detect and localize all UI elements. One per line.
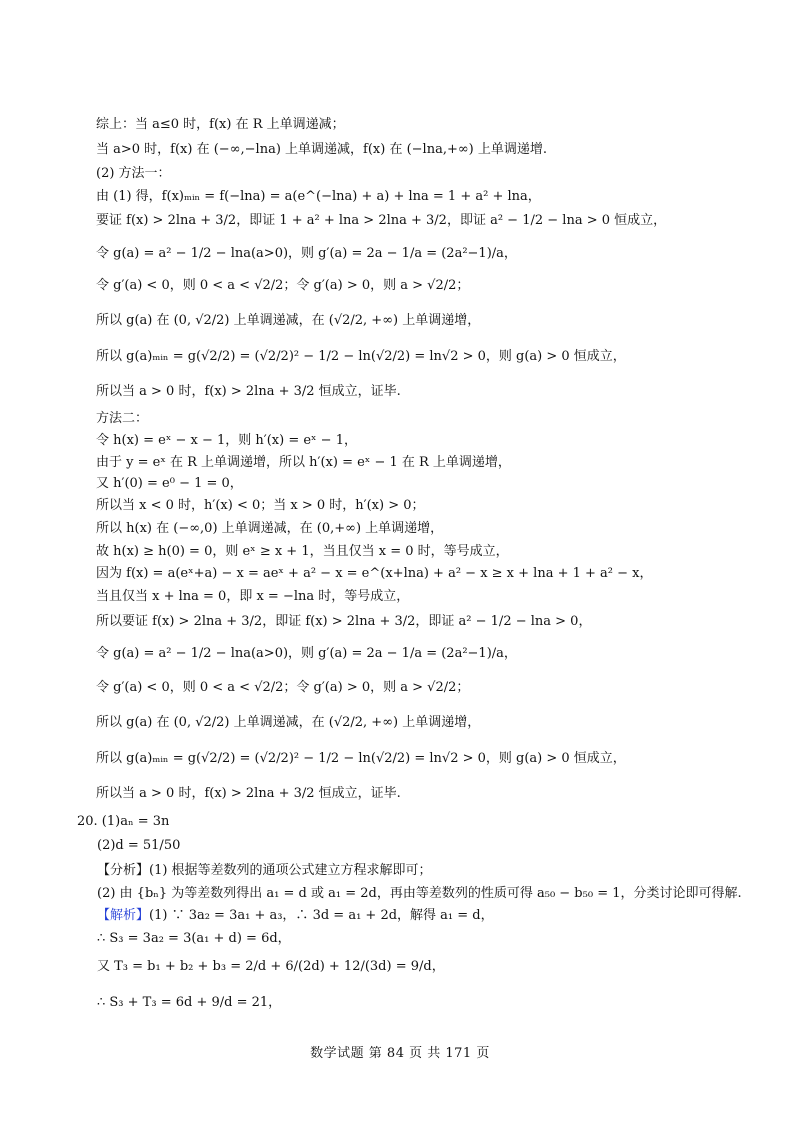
text-line: 因为 f(x) = a(eˣ+a) − x = aeˣ + a² − x = e^(x+lna) + a² − x ≥ x + lna + 1 + a² − x， <box>96 566 653 581</box>
question-20-answer-2: (2)d = 51/50 <box>97 838 181 853</box>
text-line: 所以 g(a)ₘᵢₙ = g(√2/2) = (√2/2)² − 1/2 − ln(√2/2) = ln√2 > 0，则 g(a) > 0 恒成立， <box>96 349 626 364</box>
text-line: 所以当 x < 0 时，h′(x) < 0；当 x > 0 时，h′(x) > 0； <box>96 498 425 513</box>
text-line: 令 g(a) = a² − 1/2 − lna(a>0)，则 g′(a) = 2a − 1/a = (2a²−1)/a， <box>96 646 517 661</box>
text-line: 方法二： <box>96 411 149 426</box>
text-line: 当 a>0 时，f(x) 在 (−∞,−lna) 上单调递减，f(x) 在 (−lna,+∞) 上单调递增. <box>96 142 548 157</box>
text-line: 由于 y = eˣ 在 R 上单调递增，所以 h′(x) = eˣ − 1 在 R 上单调递增， <box>96 455 511 470</box>
text-line: 综上：当 a≤0 时，f(x) 在 R 上单调递减； <box>96 117 345 132</box>
text-line: 令 h(x) = eˣ − x − 1，则 h′(x) = eˣ − 1， <box>96 433 357 448</box>
analysis-line: 【分析】(1) 根据等差数列的通项公式建立方程求解即可； <box>97 863 432 878</box>
text-line: 由 (1) 得，f(x)ₘᵢₙ = f(−lna) = a(e^(−lna) + a) + lna = 1 + a² + lna， <box>96 189 541 204</box>
text-line: 所以 g(a) 在 (0, √2/2) 上单调递减，在 (√2/2, +∞) 上单调递增， <box>96 313 481 328</box>
analysis-line: (2) 由 {bₙ} 为等差数列得出 a₁ = d 或 a₁ = 2d，再由等差数列的性质可得 a₅₀ − b₅₀ = 1，分类讨论即可得解. <box>97 886 742 901</box>
text-line: 所以当 a > 0 时，f(x) > 2lna + 3/2 恒成立，证毕. <box>96 786 401 801</box>
text-line: 要证 f(x) > 2lna + 3/2，即证 1 + a² + lna > 2lna + 3/2，即证 a² − 1/2 − lna > 0 恒成立， <box>96 213 667 228</box>
solution-tag: 【解析】 <box>97 908 150 923</box>
solution-line <box>97 909 494 922</box>
solution-line: 又 T₃ = b₁ + b₂ + b₃ = 2/d + 6/(2d) + 12/(3d) = 9/d， <box>97 959 445 974</box>
text-line: 令 g′(a) < 0，则 0 < a < √2/2；令 g′(a) > 0，则 a > √2/2； <box>96 278 470 293</box>
question-20-answer-1: 20. (1)aₙ = 3n <box>77 814 170 829</box>
text-line: (2) 方法一： <box>96 166 171 181</box>
text-line: 令 g(a) = a² − 1/2 − lna(a>0)，则 g′(a) = 2a − 1/a = (2a²−1)/a， <box>96 246 517 261</box>
text-line: 又 h′(0) = e⁰ − 1 = 0， <box>96 476 243 491</box>
text-line: 当且仅当 x + lna = 0，即 x = −lna 时，等号成立， <box>96 589 410 604</box>
text-line: 所以 h(x) 在 (−∞,0) 上单调递减，在 (0,+∞) 上单调递增， <box>96 521 444 536</box>
page-footer: 数学试题 第 84 页 共 171 页 <box>310 1046 490 1061</box>
text-line: 所以要证 f(x) > 2lna + 3/2，即证 f(x) > 2lna + 3/2，即证 a² − 1/2 − lna > 0， <box>96 614 592 629</box>
text-line: 所以当 a > 0 时，f(x) > 2lna + 3/2 恒成立，证毕. <box>96 384 401 399</box>
text-line: 故 h(x) ≥ h(0) = 0，则 eˣ ≥ x + 1，当且仅当 x = 0 时，等号成立， <box>96 544 509 559</box>
solution-line: ∴ S₃ = 3a₂ = 3(a₁ + d) = 6d， <box>97 931 291 946</box>
text-line: 令 g′(a) < 0，则 0 < a < √2/2；令 g′(a) > 0，则 a > √2/2； <box>96 680 470 695</box>
solution-text: (1) ∵ 3a₂ = 3a₁ + a₃，∴ 3d = a₁ + 2d，解得 a₁ = d， <box>149 908 494 923</box>
text-line: 所以 g(a)ₘᵢₙ = g(√2/2) = (√2/2)² − 1/2 − ln(√2/2) = ln√2 > 0，则 g(a) > 0 恒成立， <box>96 751 626 766</box>
text-line: 所以 g(a) 在 (0, √2/2) 上单调递减，在 (√2/2, +∞) 上单调递增， <box>96 715 481 730</box>
solution-line: ∴ S₃ + T₃ = 6d + 9/d = 21， <box>97 995 282 1010</box>
